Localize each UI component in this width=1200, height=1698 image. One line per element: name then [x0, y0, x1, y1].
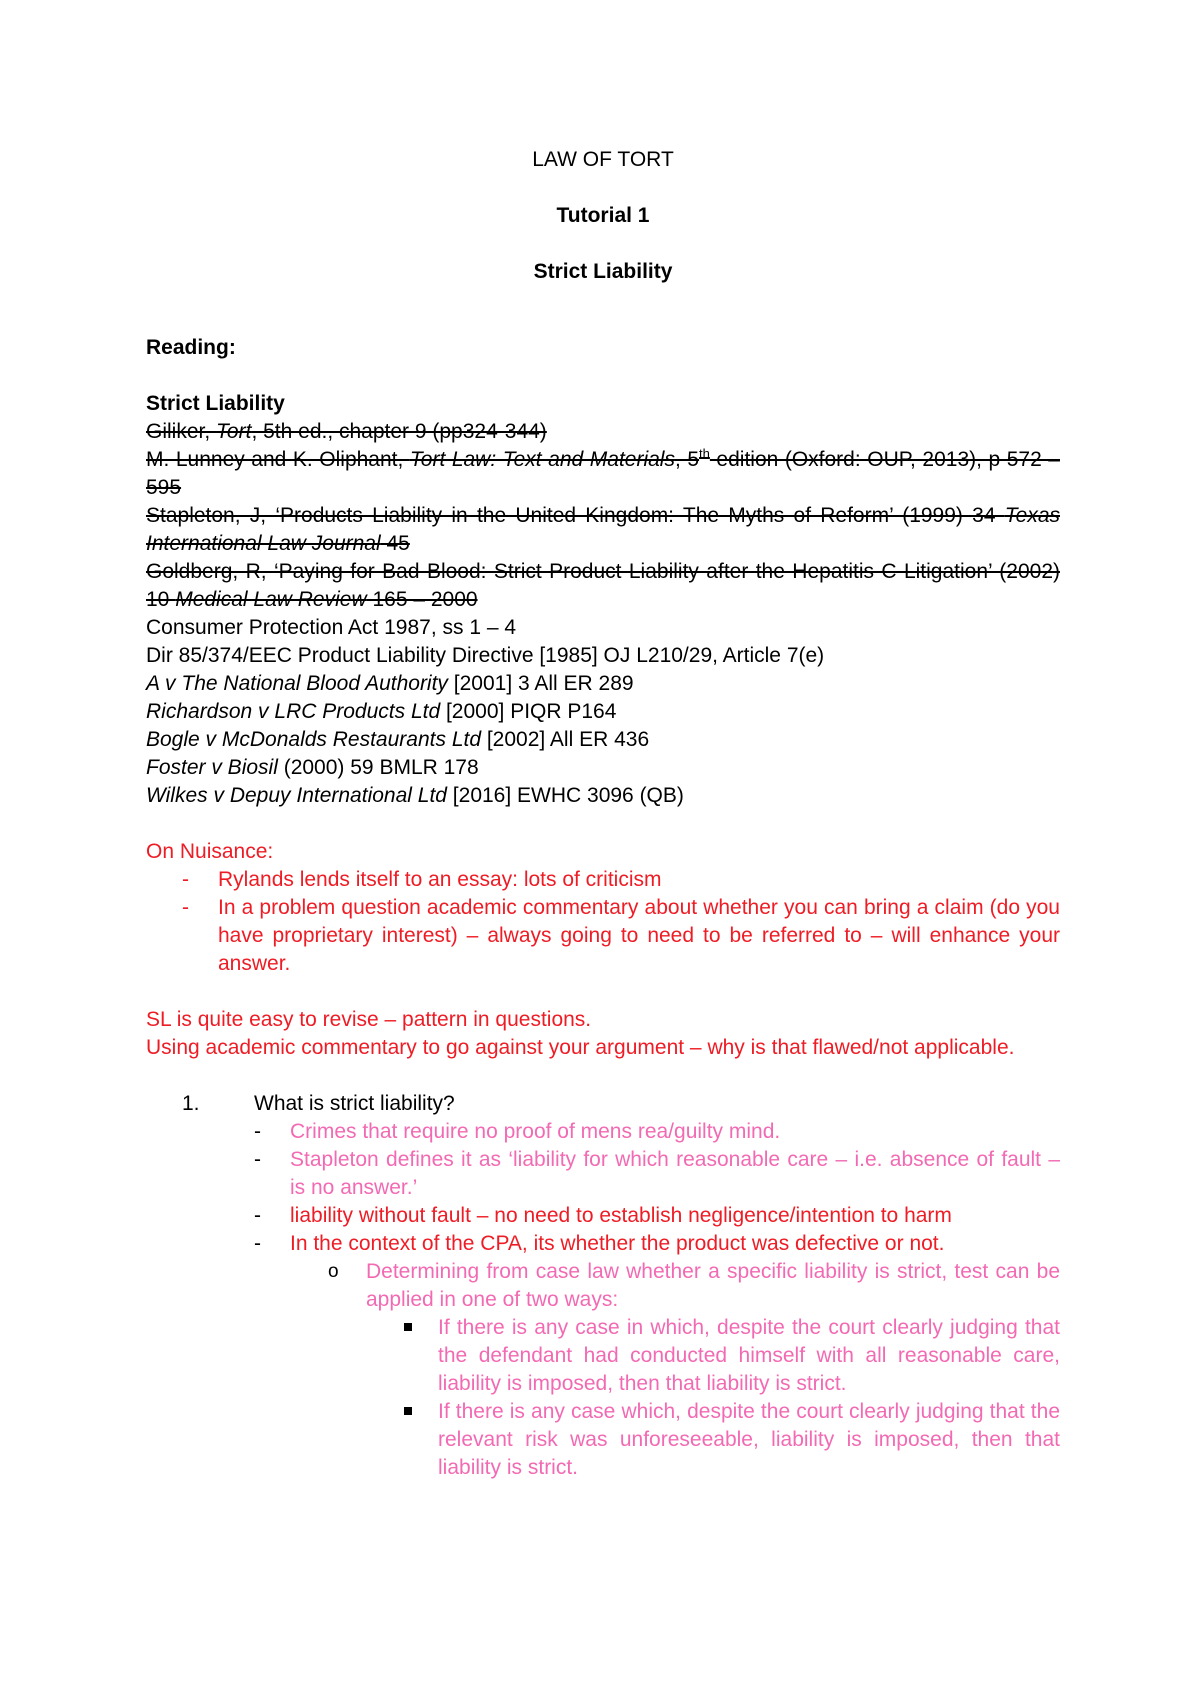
nuisance-heading: On Nuisance:	[146, 840, 274, 863]
list-item: - liability without fault – no need to establish negligence/intention to harm	[254, 1204, 952, 1227]
tutorial-topic: Strict Liability	[533, 260, 673, 283]
reading-case: Richardson v LRC Products Ltd [2000] PIQR P164	[146, 700, 617, 723]
reading-section-heading: Strict Liability	[146, 392, 285, 415]
list-item: If there is any case which, despite the court clearly judging that the relevant risk was unforeseeable, liability is imposed, then that liability is strict.	[146, 1398, 1060, 1482]
tutorial-number: Tutorial 1	[556, 204, 650, 227]
reading-source-cpa: Consumer Protection Act 1987, ss 1 – 4	[146, 616, 517, 639]
document-body	[146, 146, 1060, 1482]
reading-struck-giliker: Giliker, Tort, 5th ed., chapter 9 (pp324-344)	[146, 420, 547, 443]
list-item: - In a problem question academic commentary about whether you can bring a claim (do you have proprietary interest) – always going to need to be referred to – will enhance your answer.	[182, 896, 1060, 975]
question-points	[146, 1118, 1060, 1482]
list-item: - Rylands lends itself to an essay: lots of criticism	[182, 868, 662, 891]
square-bullet-icon	[404, 1323, 412, 1331]
reading-case: Wilkes v Depuy International Ltd [2016] EWHC 3096 (QB)	[146, 784, 684, 807]
reading-case: Bogle v McDonalds Restaurants Ltd [2002] All ER 436	[146, 728, 650, 751]
reading-heading: Reading:	[146, 336, 236, 359]
reading-struck-goldberg: Goldberg, R, ‘Paying for Bad Blood: Strict Product Liability after the Hepatitis C Litigation’ (2002) 10 Medical Law Review 165 – 2000	[146, 560, 1060, 611]
square-bullet-icon	[404, 1407, 412, 1415]
reading-struck-lunney: M. Lunney and K. Oliphant, Tort Law: Text and Materials, 5th edition (Oxford: OUP, 2013), p 572 – 595	[146, 446, 1060, 499]
question-item: 1. What is strict liability?	[182, 1092, 455, 1115]
document-title: LAW OF TORT	[532, 148, 674, 171]
reading-source-directive: Dir 85/374/EEC Product Liability Directive [1985] OJ L210/29, Article 7(e)	[146, 644, 825, 667]
list-item: - Crimes that require no proof of mens rea/guilty mind.	[254, 1120, 781, 1143]
reading-case: Foster v Biosil (2000) 59 BMLR 178	[146, 756, 479, 779]
reading-case: A v The National Blood Authority [2001] 3 All ER 289	[146, 672, 634, 695]
nuisance-list	[146, 866, 1060, 978]
list-item: - In the context of the CPA, its whether the product was defective or not.	[254, 1232, 945, 1255]
note-commentary: Using academic commentary to go against your argument – why is that flawed/not applicable.	[146, 1036, 1015, 1059]
list-item: If there is any case in which, despite the court clearly judging that the defendant had conducted himself with all reasonable care, liability is imposed, then that liability is strict.	[146, 1314, 1060, 1398]
list-item: - Stapleton defines it as ‘liability for which reasonable care – i.e. absence of fault – is no answer.’	[254, 1148, 1060, 1199]
reading-struck-stapleton: Stapleton, J, ‘Products Liability in the United Kingdom: The Myths of Reform’ (1999) 34 Texas International Law Journal 45	[146, 504, 1060, 555]
note-revise: SL is quite easy to revise – pattern in questions.	[146, 1008, 592, 1031]
list-item: o Determining from case law whether a specific liability is strict, test can be applied in one of two ways:	[328, 1260, 1060, 1311]
